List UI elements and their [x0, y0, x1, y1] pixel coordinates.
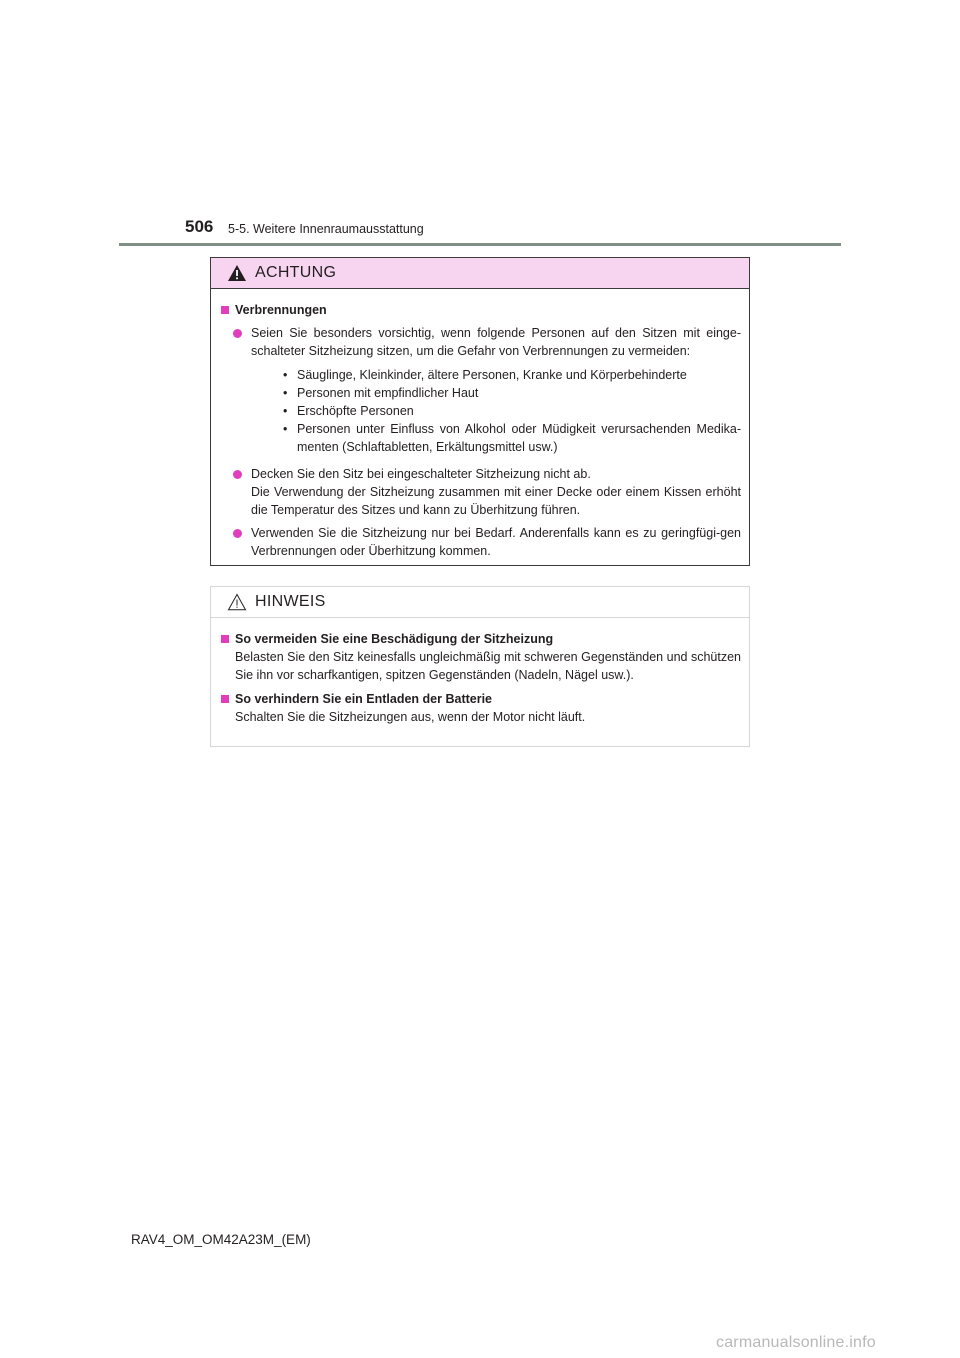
notice-item-heading: So vermeiden Sie eine Beschädigung der Sitzheizung	[235, 632, 554, 646]
dot-bullet-icon: •	[283, 422, 288, 436]
notice-box	[210, 586, 750, 747]
square-bullet-icon	[221, 306, 229, 314]
notice-item	[221, 690, 741, 726]
warning-bullet-1-text: Seien Sie besonders vorsichtig, wenn folgende Personen auf den Sitzen mit einge-schalteter Sitzheizung sitzen, um die Gefahr von Verbrennungen zu vermeiden:	[251, 326, 741, 358]
round-bullet-icon	[233, 470, 242, 479]
notice-item-heading: So verhindern Sie ein Entladen der Batterie	[235, 692, 493, 706]
warning-bullet-2	[233, 465, 741, 519]
list-item: • Personen unter Einfluss von Alkohol oder Müdigkeit verursachenden Medika-menten (Schlaftabletten, Erkältungsmittel usw.)	[283, 422, 741, 454]
section-title: 5-5. Weitere Innenraumausstattung	[228, 222, 424, 236]
warning-header	[211, 258, 749, 289]
warning-bullet-3	[233, 524, 741, 560]
footer-doc-code: RAV4_OM_OM42A23M_(EM)	[131, 1232, 311, 1247]
warning-bullet-2-line-2: Die Verwendung der Sitzheizung zusammen mit einer Decke oder einem Kissen erhöht die Temperatur des Sitzes und kann zu Überhitzung führen.	[251, 485, 741, 517]
notice-title: HINWEIS	[255, 593, 326, 610]
square-bullet-icon	[221, 695, 229, 703]
notice-item	[221, 630, 741, 684]
list-item: • Säuglinge, Kleinkinder, ältere Personen, Kranke und Körperbehinderte	[283, 368, 687, 382]
sub-list	[283, 366, 741, 456]
warning-box	[210, 257, 750, 566]
notice-item-text: Belasten Sie den Sitz keinesfalls ungleichmäßig mit schweren Gegenständen und schützen Sie ihn vor scharfkantigen, spitzen Gegenständen (Nadeln, Nägel usw.).	[235, 650, 741, 682]
watermark: carmanualsonline.info	[716, 1334, 876, 1351]
warning-heading: Verbrennungen	[235, 303, 327, 317]
warning-heading-row	[221, 301, 741, 319]
notice-body	[211, 618, 749, 726]
warning-bullet-1	[233, 324, 741, 460]
list-item: • Personen mit empfindlicher Haut	[283, 386, 479, 400]
notice-item-text: Schalten Sie die Sitzheizungen aus, wenn der Motor nicht läuft.	[235, 710, 586, 724]
round-bullet-icon	[233, 329, 242, 338]
warning-body	[211, 289, 749, 560]
header-rule	[119, 243, 841, 246]
dot-bullet-icon: •	[283, 404, 288, 418]
warning-bullet-2-line-1: Decken Sie den Sitz bei eingeschalteter Sitzheizung nicht ab.	[251, 467, 591, 481]
dot-bullet-icon: •	[283, 368, 288, 382]
list-item: • Erschöpfte Personen	[283, 404, 414, 418]
warning-triangle-icon	[227, 264, 247, 282]
dot-bullet-icon: •	[283, 386, 288, 400]
notice-header	[211, 587, 749, 618]
warning-bullet-3-text: Verwenden Sie die Sitzheizung nur bei Bedarf. Anderenfalls kann es zu geringfügi-gen Verbrennungen oder Überhitzung kommen.	[251, 526, 741, 558]
page-number: 506	[185, 217, 214, 236]
notice-triangle-icon	[227, 593, 247, 611]
warning-title: ACHTUNG	[255, 264, 337, 281]
square-bullet-icon	[221, 635, 229, 643]
round-bullet-icon	[233, 529, 242, 538]
